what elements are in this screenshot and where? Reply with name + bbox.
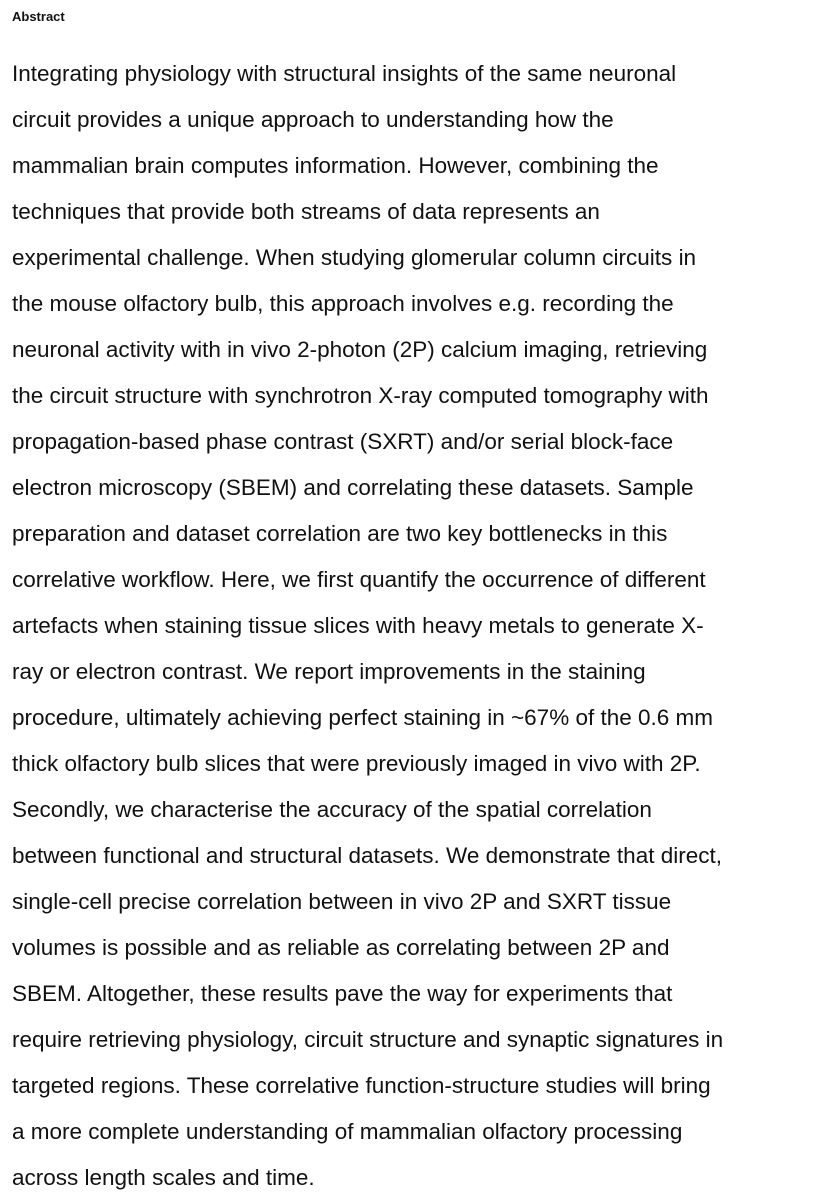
text-line: single-cell precise correlation between in vivo 2P and SXRT tissue bbox=[12, 889, 672, 914]
text-line: volumes is possible and as reliable as correlating between 2P and bbox=[12, 935, 670, 960]
text-line: require retrieving physiology, circuit structure and synaptic signatures in bbox=[12, 1027, 724, 1052]
text-line: Secondly, we characterise the accuracy of the spatial correlation bbox=[12, 797, 652, 822]
section-heading: Abstract bbox=[12, 9, 65, 24]
text-line: propagation-based phase contrast (SXRT) and/or serial block-face bbox=[12, 429, 674, 454]
text-line: procedure, ultimately achieving perfect staining in ~67% of the 0.6 mm bbox=[12, 705, 714, 730]
text-line: a more complete understanding of mammalian olfactory processing bbox=[12, 1119, 683, 1144]
text-line: thick olfactory bulb slices that were previously imaged in vivo with 2P. bbox=[12, 751, 701, 776]
abstract-paragraph bbox=[12, 51, 822, 1201]
text-line: targeted regions. These correlative function-structure studies will bring bbox=[12, 1073, 711, 1098]
text-line: neuronal activity with in vivo 2-photon (2P) calcium imaging, retrieving bbox=[12, 337, 708, 362]
text-line: correlative workflow. Here, we first quantify the occurrence of different bbox=[12, 567, 706, 592]
text-line: circuit provides a unique approach to understanding how the bbox=[12, 107, 614, 132]
text-line: across length scales and time. bbox=[12, 1165, 315, 1190]
text-line: the mouse olfactory bulb, this approach involves e.g. recording the bbox=[12, 291, 674, 316]
text-line: preparation and dataset correlation are two key bottlenecks in this bbox=[12, 521, 668, 546]
text-line: the circuit structure with synchrotron X-ray computed tomography with bbox=[12, 383, 709, 408]
text-line: between functional and structural datasets. We demonstrate that direct, bbox=[12, 843, 722, 868]
text-line: ray or electron contrast. We report improvements in the staining bbox=[12, 659, 646, 684]
text-line: electron microscopy (SBEM) and correlating these datasets. Sample bbox=[12, 475, 694, 500]
text-line: experimental challenge. When studying glomerular column circuits in bbox=[12, 245, 697, 270]
text-line: artefacts when staining tissue slices with heavy metals to generate X- bbox=[12, 613, 704, 638]
text-line: mammalian brain computes information. However, combining the bbox=[12, 153, 659, 178]
text-line: Integrating physiology with structural insights of the same neuronal bbox=[12, 61, 677, 86]
text-line: SBEM. Altogether, these results pave the way for experiments that bbox=[12, 981, 673, 1006]
text-line: techniques that provide both streams of data represents an bbox=[12, 199, 600, 224]
